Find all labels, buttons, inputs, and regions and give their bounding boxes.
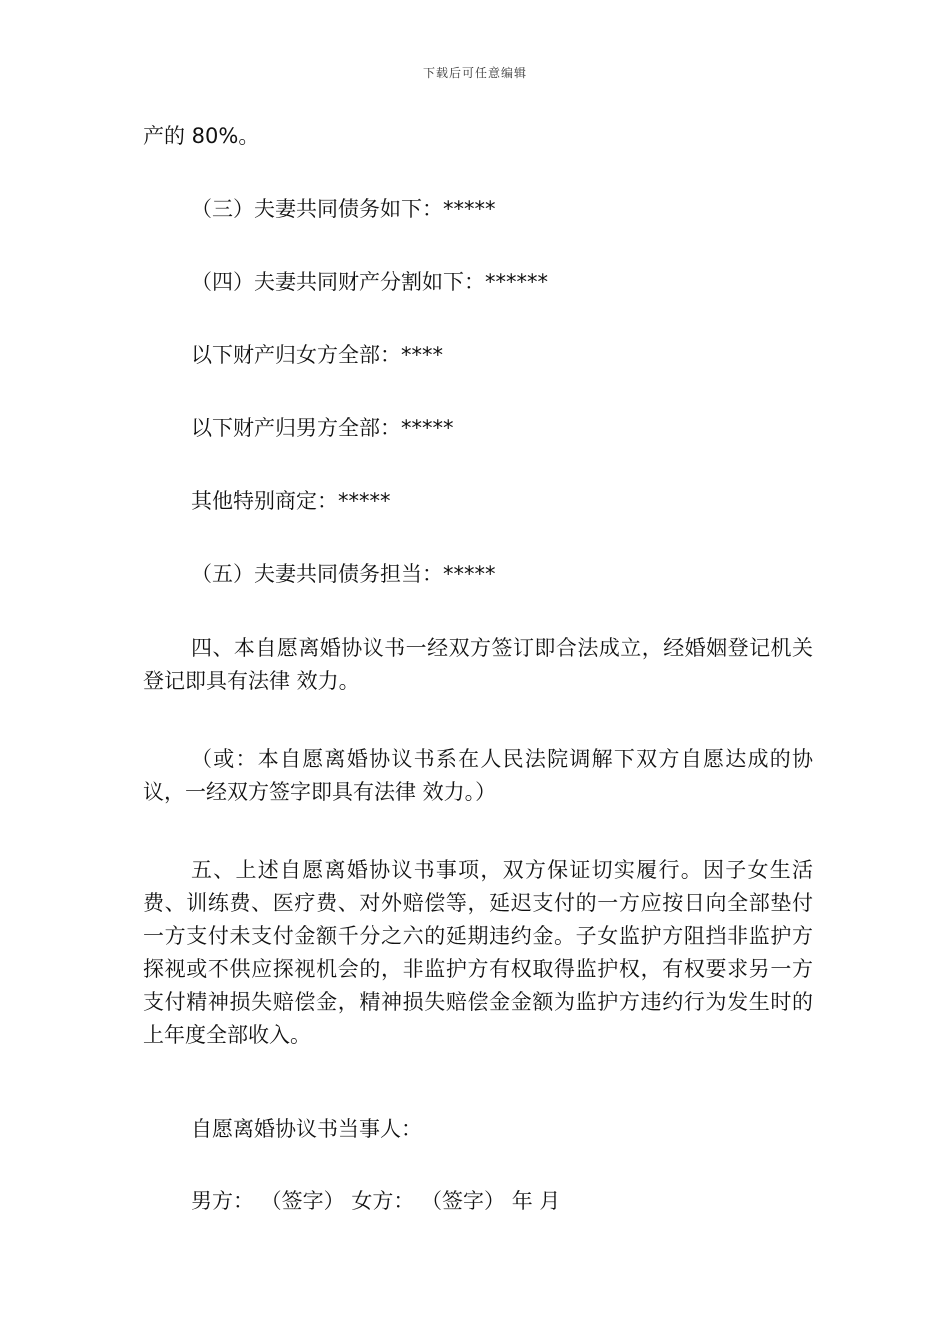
paragraph-male-property: 以下财产归男方全部：*****: [191, 416, 454, 440]
paragraph-clause-five: 五、上述自愿离婚协议书事项，双方保证切实履行。因子女生活费、训练费、医疗费、对外赔偿等，延迟支付的一方应按日向全部垫付一方支付未支付金额千分之六的延期违约金。子女监护方阻挡非监护方探视或不供应探视机会的，非监护方有权取得监护权，有权要求另一方支付精神损失赔偿金，精神损失赔偿金金额为监护方违约行为发生时的上年度全部收入。: [143, 858, 813, 1047]
paragraph-parties: 自愿离婚协议书当事人：: [191, 1117, 422, 1141]
page-header: 下载后可任意编辑: [422, 66, 527, 80]
paragraph-joint-debts: （三）夫妻共同债务如下：*****: [191, 197, 496, 221]
signature-line: 男方： （签字） 女方： （签字） 年 月: [191, 1189, 561, 1213]
paragraph-continuation: 产的 80%。: [143, 124, 260, 148]
paragraph-female-property: 以下财产归女方全部：****: [191, 343, 443, 367]
paragraph-debt-responsibility: （五）夫妻共同债务担当：*****: [191, 562, 496, 586]
paragraph-special-agreement: 其他特别商定：*****: [191, 489, 391, 513]
paragraph-property-division: （四）夫妻共同财产分割如下：******: [191, 270, 548, 294]
paragraph-court-mediation: （或：本自愿离婚协议书系在人民法院调解下双方自愿达成的协议，一经双方签字即具有法律 效力。）: [143, 747, 813, 804]
paragraph-clause-four: 四、本自愿离婚协议书一经双方签订即合法成立，经婚姻登记机关登记即具有法律 效力。: [143, 636, 813, 693]
